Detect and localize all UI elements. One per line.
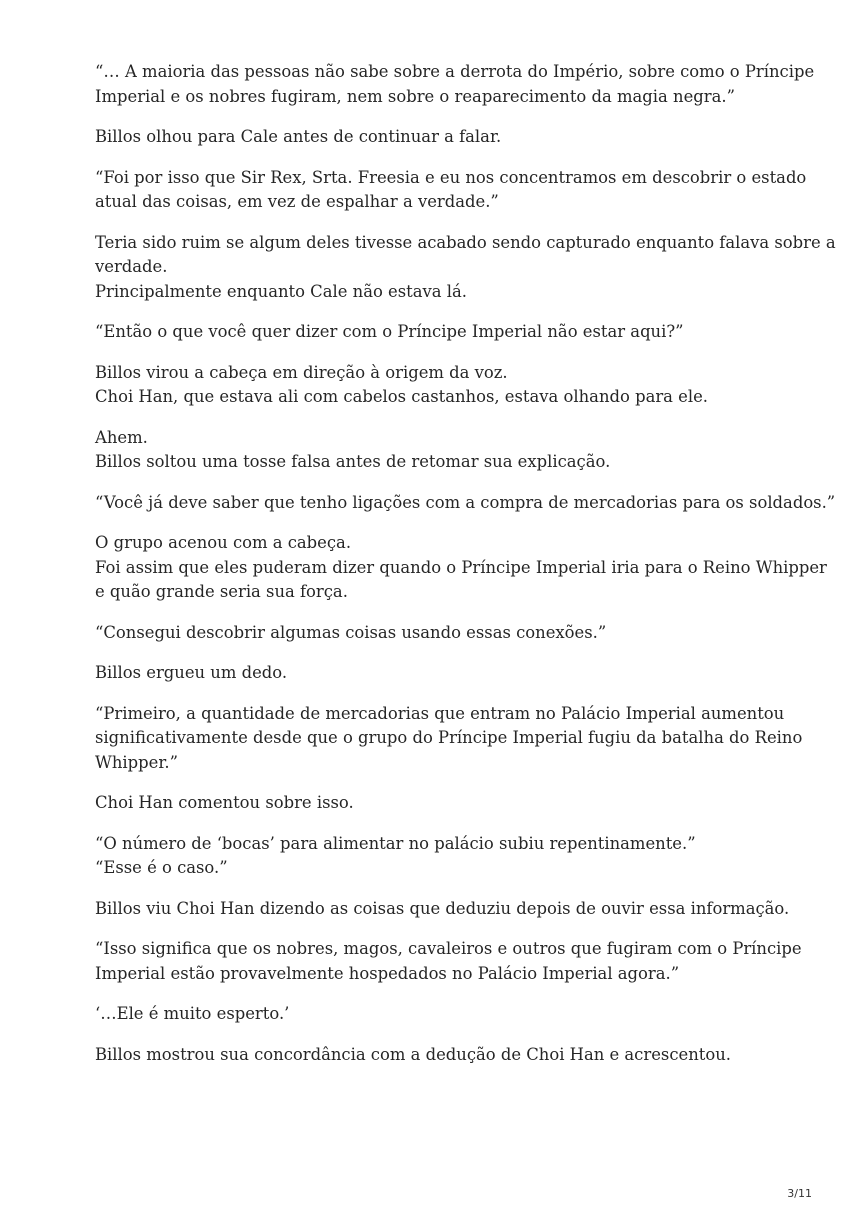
paragraph [95, 897, 790, 922]
paragraph-line: e quão grande seria sua força. [95, 582, 348, 601]
paragraph-line: Billos soltou uma tosse falsa antes de retomar sua explicação. [95, 452, 611, 471]
paragraph-line: Billos olhou para Cale antes de continuar a falar. [95, 127, 502, 146]
paragraph-line: Foi assim que eles puderam dizer quando o Príncipe Imperial iria para o Reino Whipper [95, 557, 827, 577]
paragraph-line: verdade. [95, 257, 168, 276]
paragraph [95, 491, 836, 516]
paragraph-line: significativamente desde que o grupo do Príncipe Imperial fugiu da batalha do Reino [95, 728, 803, 747]
paragraph [95, 166, 807, 215]
paragraph-line: “Esse é o caso.” [95, 858, 228, 877]
paragraph-line: atual das coisas, em vez de espalhar a verdade.” [95, 192, 499, 211]
paragraph [95, 426, 790, 475]
paragraph [95, 361, 790, 410]
paragraph-line: ‘…Ele é muito esperto.’ [95, 1004, 290, 1023]
paragraph [95, 621, 790, 646]
paragraph [95, 125, 790, 150]
paragraph-line: Ahem. [95, 427, 148, 447]
paragraph [95, 60, 815, 109]
page-number: 3/11 [787, 1187, 812, 1200]
paragraph-line: Billos mostrou sua concordância com a dedução de Choi Han e acrescentou. [95, 1044, 731, 1064]
paragraph-line: O grupo acenou com a cabeça. [95, 533, 352, 552]
paragraph [95, 791, 790, 816]
paragraph-line: Imperial e os nobres fugiram, nem sobre o reaparecimento da magia negra.” [95, 86, 735, 106]
paragraph-line: Choi Han, que estava ali com cabelos castanhos, estava olhando para ele. [95, 387, 709, 406]
paragraph [95, 1002, 790, 1027]
paragraph-line: “Foi por isso que Sir Rex, Srta. Freesia e eu nos concentramos em descobrir o estado [95, 167, 807, 187]
paragraph-line: Whipper.” [95, 752, 178, 772]
paragraph-line: “O número de ‘bocas’ para alimentar no palácio subiu repentinamente.” [95, 833, 696, 853]
paragraph-line: “Então o que você quer dizer com o Príncipe Imperial não estar aqui?” [95, 322, 684, 341]
document-body [95, 60, 836, 1083]
paragraph-line: Principalmente enquanto Cale não estava lá. [95, 281, 467, 301]
paragraph [95, 832, 790, 881]
paragraph-line: “… A maioria das pessoas não sabe sobre a derrota do Império, sobre como o Príncipe [95, 62, 815, 81]
paragraph [95, 231, 836, 305]
paragraph-line: Billos virou a cabeça em direção à origem da voz. [95, 362, 508, 382]
paragraph [95, 661, 790, 686]
paragraph-line: Billos ergueu um dedo. [95, 663, 288, 682]
paragraph [95, 702, 803, 776]
paragraph-line: “Primeiro, a quantidade de mercadorias que entram no Palácio Imperial aumentou [95, 703, 785, 723]
paragraph-line: Choi Han comentou sobre isso. [95, 793, 354, 812]
paragraph [95, 1043, 790, 1068]
paragraph-line: Billos viu Choi Han dizendo as coisas que deduziu depois de ouvir essa informação. [95, 898, 790, 918]
paragraph [95, 937, 802, 986]
paragraph-line: “Você já deve saber que tenho ligações com a compra de mercadorias para os soldados.” [95, 492, 836, 512]
paragraph-line: “Consegui descobrir algumas coisas usando essas conexões.” [95, 622, 607, 642]
paragraph [95, 531, 827, 605]
paragraph-line: Teria sido ruim se algum deles tivesse acabado sendo capturado enquanto falava sobre a [95, 232, 836, 252]
paragraph-line: Imperial estão provavelmente hospedados no Palácio Imperial agora.” [95, 963, 680, 983]
paragraph [95, 320, 790, 345]
paragraph-line: “Isso significa que os nobres, magos, cavaleiros e outros que fugiram com o Príncipe [95, 939, 802, 958]
